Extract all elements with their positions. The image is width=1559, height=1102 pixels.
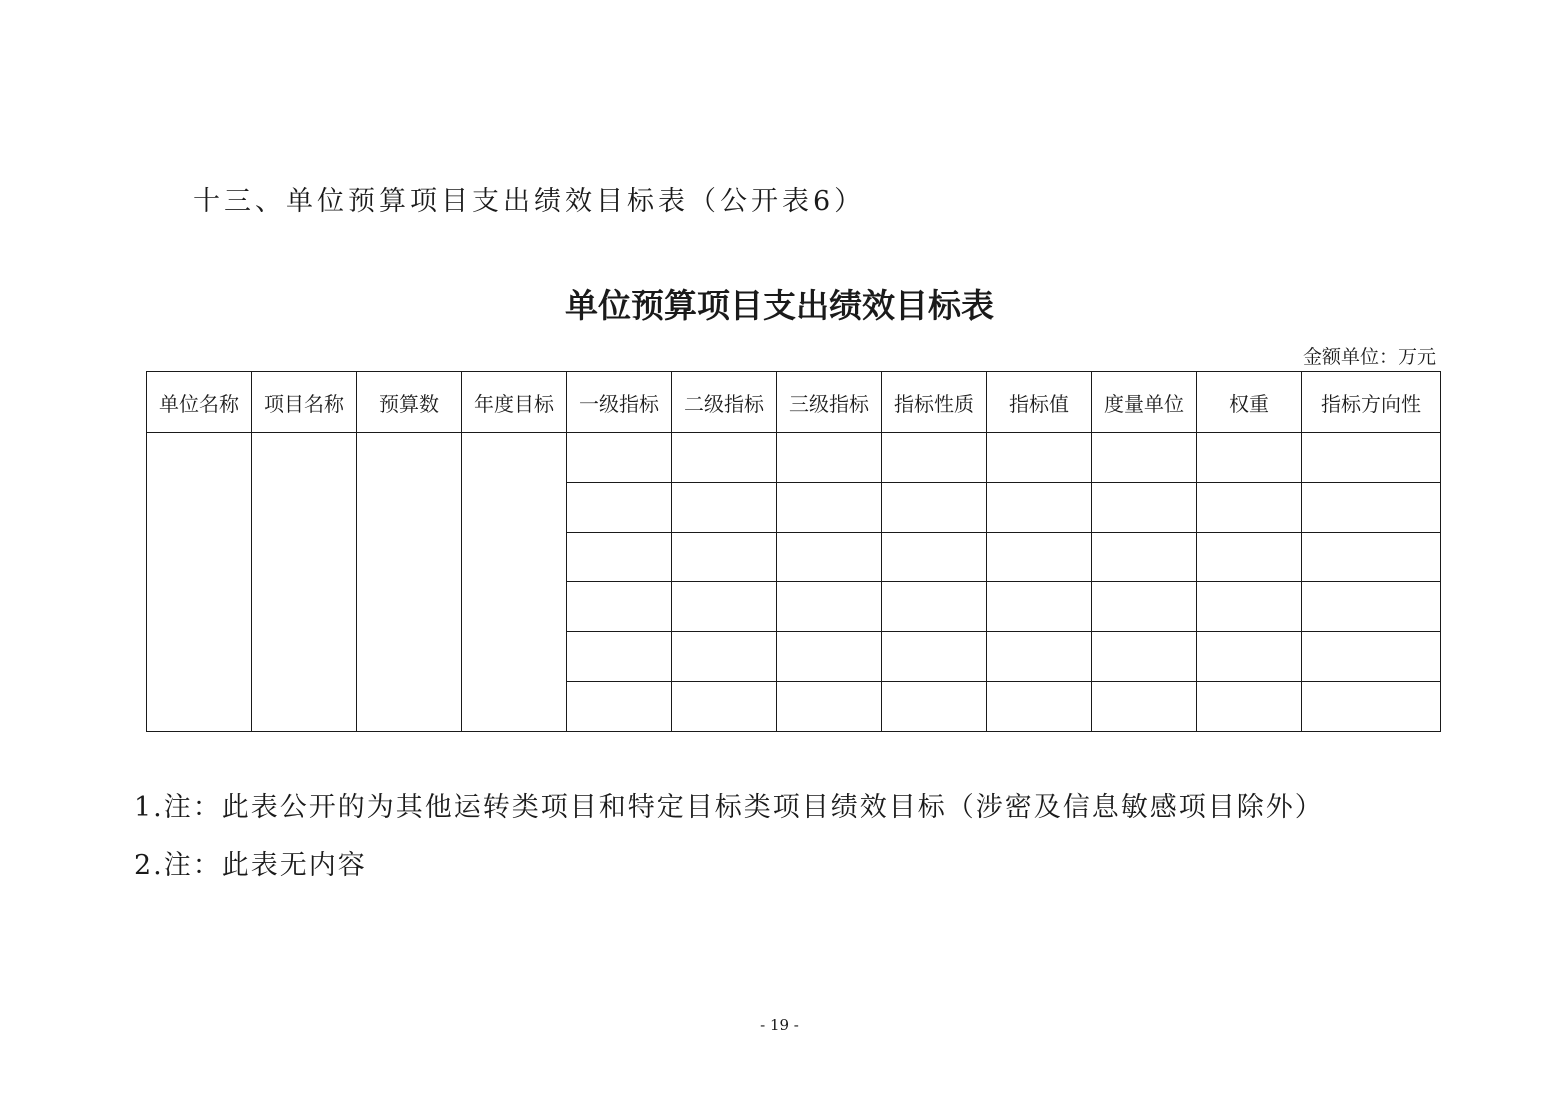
- table-cell: [882, 482, 987, 532]
- header-cell-level3-indicator: 三级指标: [777, 372, 882, 433]
- table-cell: [987, 682, 1092, 732]
- table-cell: [882, 682, 987, 732]
- table-cell: [987, 632, 1092, 682]
- table-cell: [672, 433, 777, 483]
- table-cell: [1092, 482, 1197, 532]
- table-cell: [1197, 433, 1302, 483]
- table-cell: [1092, 632, 1197, 682]
- table-cell: [567, 682, 672, 732]
- table-cell: [672, 532, 777, 582]
- table-cell: [987, 582, 1092, 632]
- table-cell: [777, 532, 882, 582]
- page-number: - 19 -: [760, 1016, 799, 1034]
- table-cell: [672, 682, 777, 732]
- merged-cell-unit-name: [147, 433, 252, 732]
- header-cell-project-name: 项目名称: [252, 372, 357, 433]
- header-cell-indicator-direction: 指标方向性: [1302, 372, 1441, 433]
- header-cell-unit-name: 单位名称: [147, 372, 252, 433]
- header-cell-measure-unit: 度量单位: [1092, 372, 1197, 433]
- header-cell-weight: 权重: [1197, 372, 1302, 433]
- table-cell: [1197, 532, 1302, 582]
- table-cell: [777, 632, 882, 682]
- table-cell: [987, 482, 1092, 532]
- table-cell: [1092, 682, 1197, 732]
- merged-cell-project-name: [252, 433, 357, 732]
- table-cell: [882, 582, 987, 632]
- table-cell: [567, 582, 672, 632]
- table-cell: [1092, 582, 1197, 632]
- performance-target-table: [146, 371, 1441, 732]
- table-cell: [882, 433, 987, 483]
- table-cell: [1302, 632, 1441, 682]
- table-cell: [672, 482, 777, 532]
- table-cell: [567, 632, 672, 682]
- header-cell-level1-indicator: 一级指标: [567, 372, 672, 433]
- table-header-row: [147, 372, 1441, 433]
- table-cell: [1197, 682, 1302, 732]
- table-cell: [987, 532, 1092, 582]
- header-cell-level2-indicator: 二级指标: [672, 372, 777, 433]
- table-cell: [1092, 532, 1197, 582]
- table-cell: [1302, 482, 1441, 532]
- table-cell: [1197, 482, 1302, 532]
- header-cell-indicator-nature: 指标性质: [882, 372, 987, 433]
- note-disclosure-scope: 1.注：此表公开的为其他运转类项目和特定目标类项目绩效目标（涉密及信息敏感项目除外）: [134, 792, 1324, 823]
- table-cell: [777, 582, 882, 632]
- table-cell: [1302, 582, 1441, 632]
- table-cell: [672, 632, 777, 682]
- header-cell-budget: 预算数: [357, 372, 462, 433]
- table-cell: [1197, 632, 1302, 682]
- table-cell: [567, 532, 672, 582]
- table-cell: [987, 433, 1092, 483]
- header-cell-annual-goal: 年度目标: [462, 372, 567, 433]
- table-cell: [777, 682, 882, 732]
- table-cell: [882, 632, 987, 682]
- table-cell: [1302, 433, 1441, 483]
- merged-cell-annual-goal: [462, 433, 567, 732]
- table-cell: [1302, 682, 1441, 732]
- table-cell: [567, 433, 672, 483]
- amount-unit-note: 金额单位：万元: [1302, 346, 1436, 368]
- table-cell: [1092, 433, 1197, 483]
- section-heading: 十三、单位预算项目支出绩效目标表（公开表6）: [193, 186, 866, 217]
- table-cell: [1197, 582, 1302, 632]
- note-no-content: 2.注：此表无内容: [134, 850, 367, 881]
- table-cell: [777, 482, 882, 532]
- merged-cell-budget: [357, 433, 462, 732]
- header-cell-indicator-value: 指标值: [987, 372, 1092, 433]
- table-row: [147, 433, 1441, 483]
- table-cell: [672, 582, 777, 632]
- table-cell: [882, 532, 987, 582]
- table-cell: [567, 482, 672, 532]
- table-title: 单位预算项目支出绩效目标表: [565, 286, 994, 325]
- table-cell: [1302, 532, 1441, 582]
- table-cell: [777, 433, 882, 483]
